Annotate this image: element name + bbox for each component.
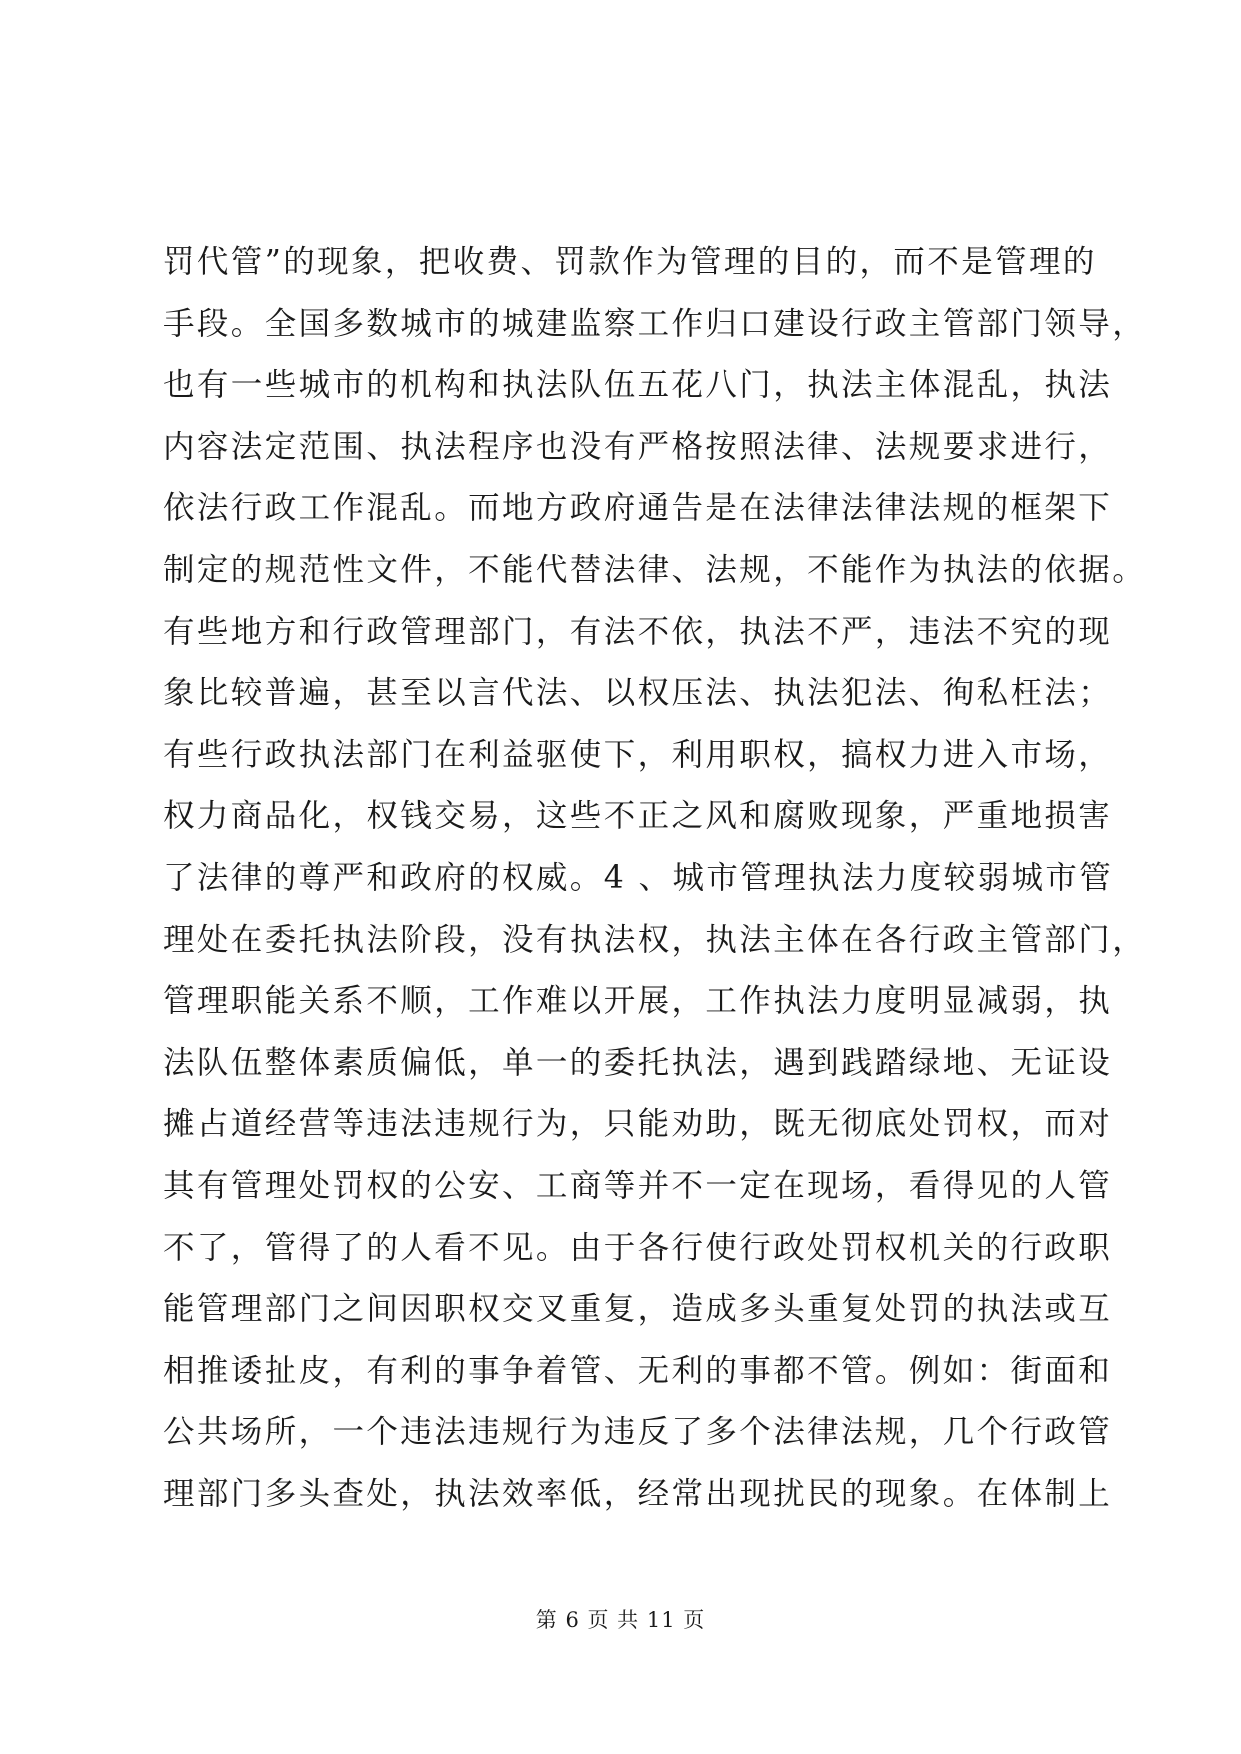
text-line: 制定的规范性文件，不能代替法律、法规，不能作为执法的依据。: [163, 551, 1147, 588]
text-line: 手段。全国多数城市的城建监察工作归口建设行政主管部门领导，: [163, 305, 1147, 342]
text-line: 公共场所，一个违法违规行为违反了多个法律法规，几个行政管: [163, 1414, 1113, 1451]
text-line: 管理职能关系不顺，工作难以开展，工作执法力度明显减弱，执: [163, 983, 1113, 1020]
page-indicator: 第 6 页 共 11 页: [535, 1608, 706, 1632]
text-line: 有些地方和行政管理部门，有法不依，执法不严，违法不究的现: [163, 613, 1113, 650]
text-line: 依法行政工作混乱。而地方政府通告是在法律法律法规的框架下: [163, 490, 1113, 527]
text-line: 相推诿扯皮，有利的事争着管、无利的事都不管。例如：街面和: [163, 1352, 1113, 1389]
text-line: 权力商品化，权钱交易，这些不正之风和腐败现象，严重地损害: [163, 798, 1113, 835]
text-line: 摊占道经营等违法违规行为，只能劝助，既无彻底处罚权，而对: [163, 1106, 1113, 1143]
text-line: 内容法定范围、执法程序也没有严格按照法律、法规要求进行，: [163, 428, 1113, 465]
text-line: 能管理部门之间因职权交叉重复，造成多头重复处罚的执法或互: [163, 1291, 1113, 1328]
text-line: 也有一些城市的机构和执法队伍五花八门，执法主体混乱，执法: [163, 367, 1113, 404]
text-line: 法队伍整体素质偏低，单一的委托执法，遇到践踏绿地、无证设: [163, 1044, 1113, 1081]
text-line: 理部门多头查处，执法效率低，经常出现扰民的现象。在体制上: [163, 1475, 1113, 1512]
text-line: 不了，管得了的人看不见。由于各行使行政处罚权机关的行政职: [163, 1229, 1113, 1266]
text-line: 其有管理处罚权的公安、工商等并不一定在现场，看得见的人管: [163, 1167, 1113, 1204]
text-line: 象比较普遍，甚至以言代法、以权压法、执法犯法、徇私枉法；: [163, 675, 1113, 712]
page-footer: [0, 1604, 1241, 1634]
text-line: 罚代管”的现象，把收费、罚款作为管理的目的，而不是管理的: [163, 244, 1097, 280]
text-line: 了法律的尊严和政府的权威。4 、城市管理执法力度较弱城市管: [163, 859, 1114, 896]
body-text: [163, 232, 1147, 1525]
text-line: 有些行政执法部门在利益驱使下，利用职权，搞权力进入市场，: [163, 736, 1113, 773]
text-line: 理处在委托执法阶段，没有执法权，执法主体在各行政主管部门，: [163, 921, 1147, 958]
